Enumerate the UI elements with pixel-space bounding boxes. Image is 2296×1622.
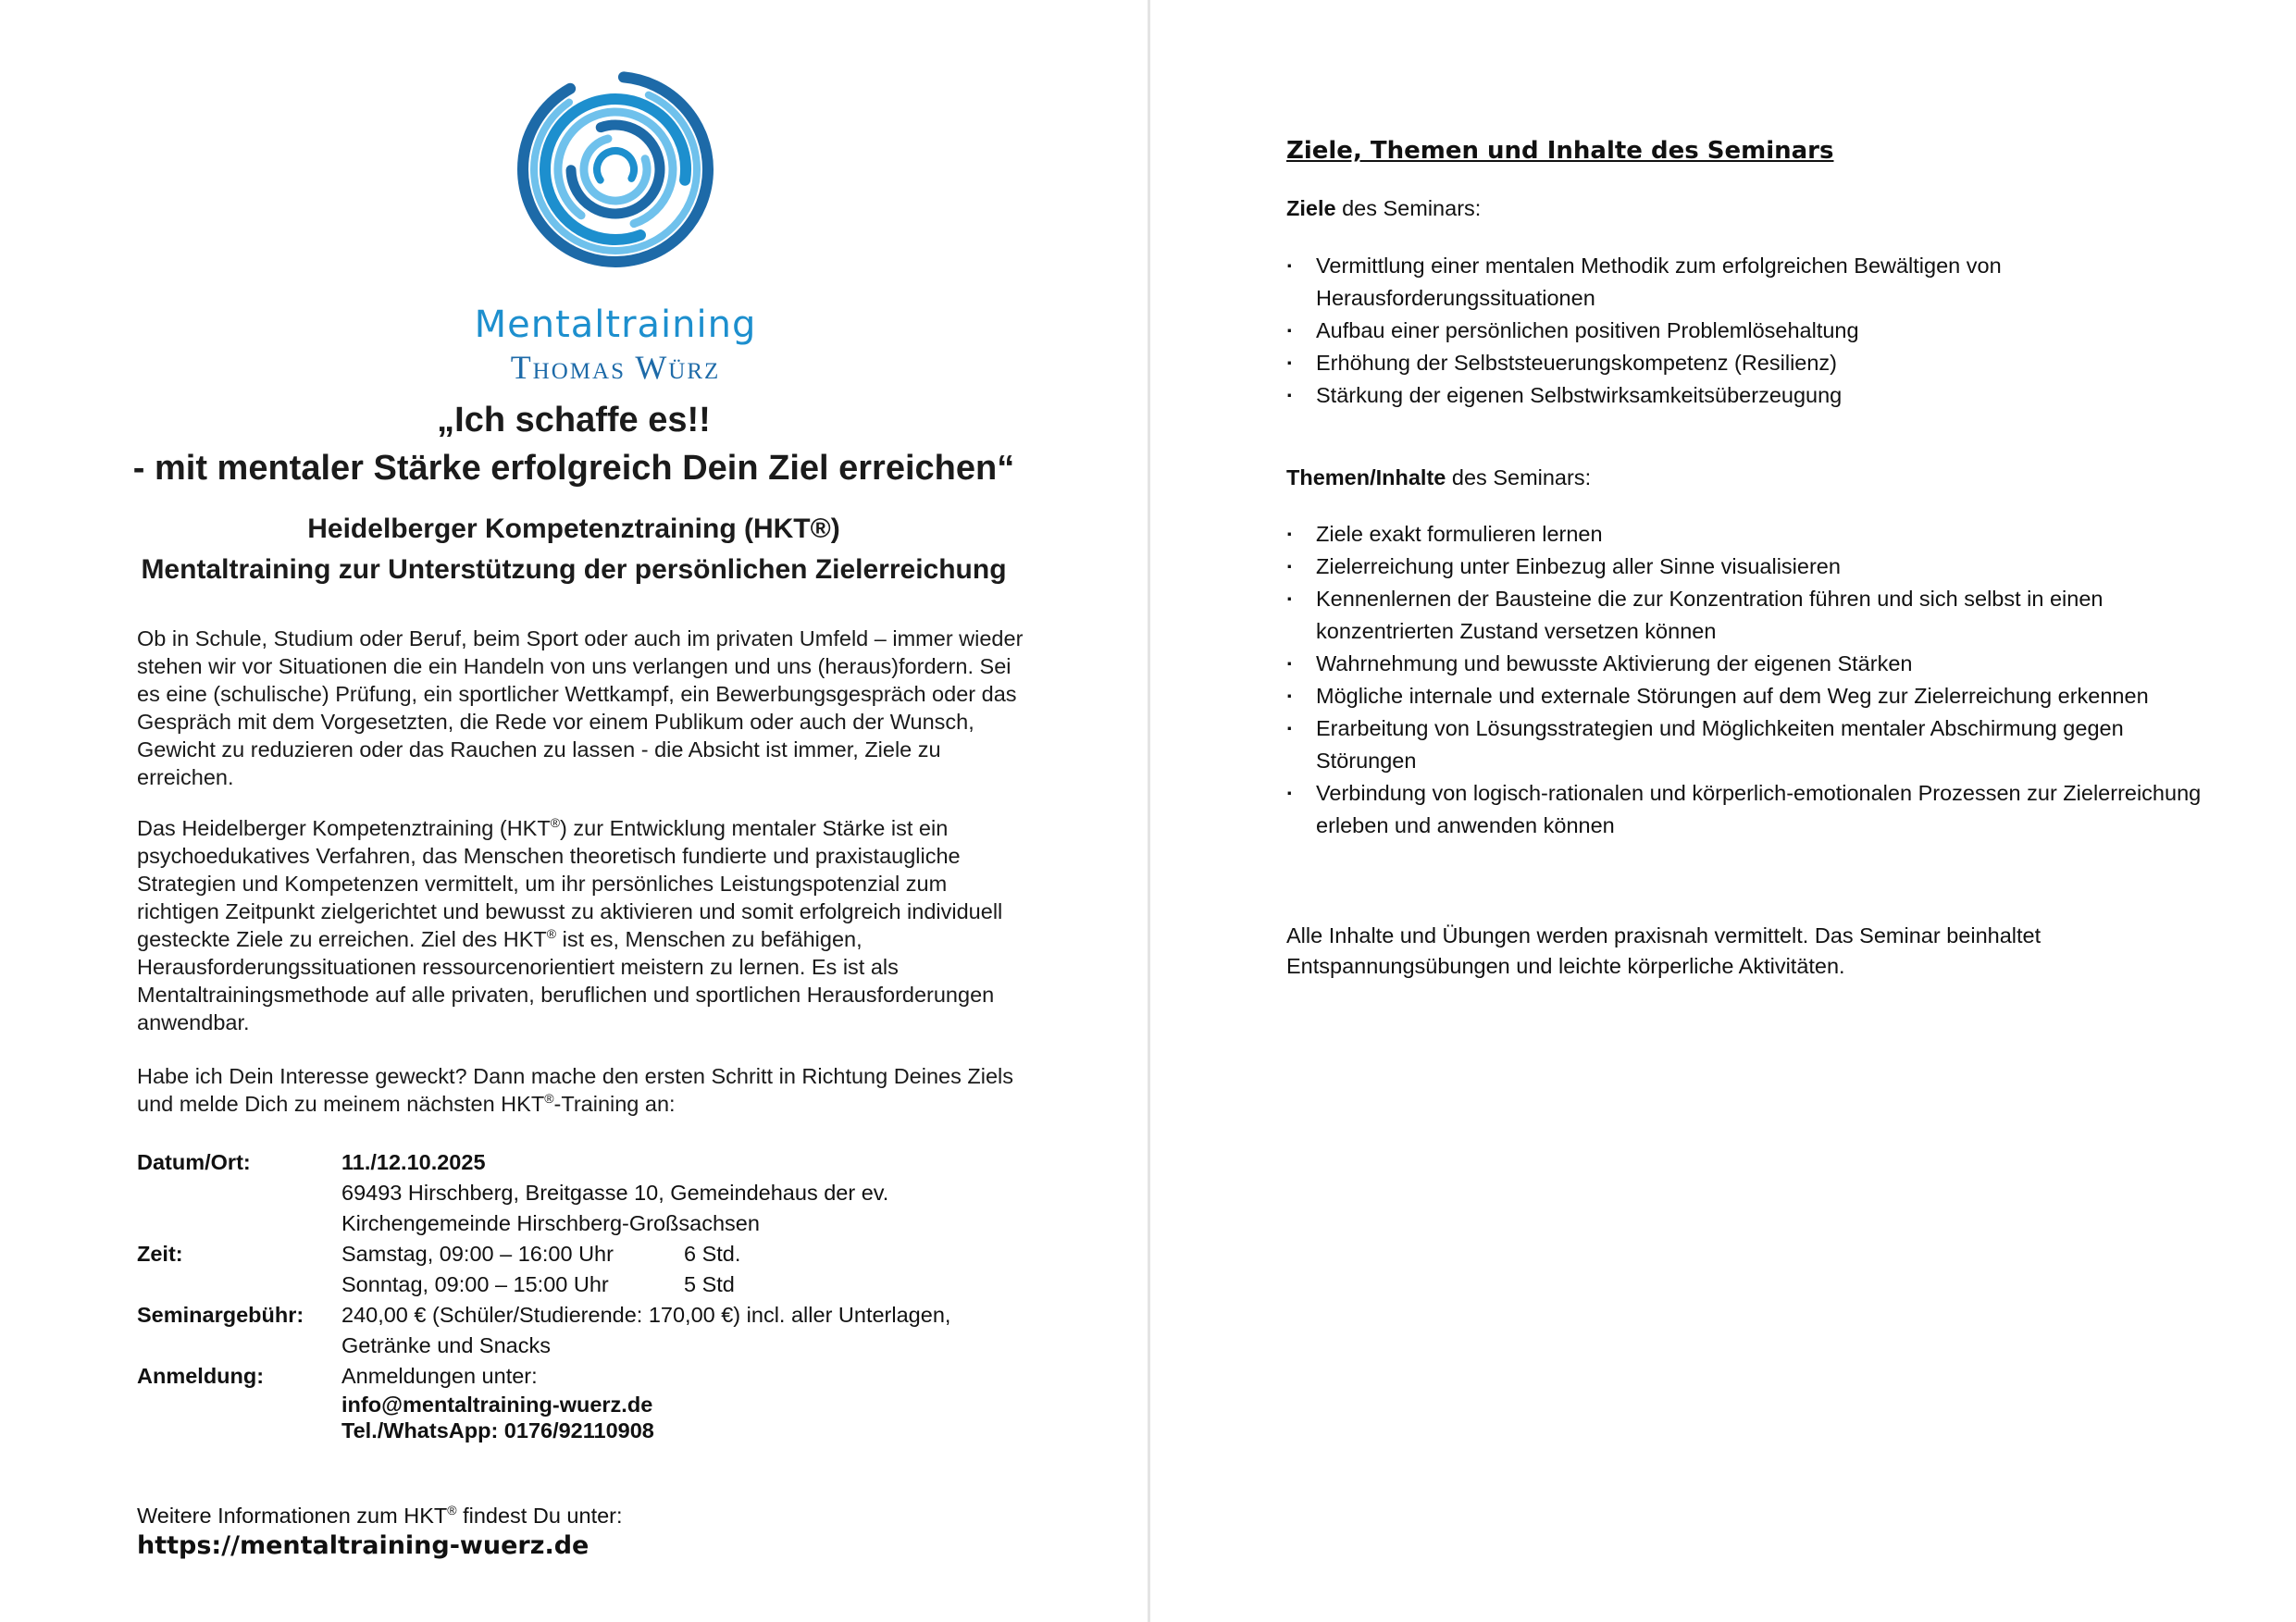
topic-item: · Mögliche internale und externale Störungen auf dem Weg zur Zielerreichung erkennen — [1286, 680, 2212, 712]
goal-item: · Stärkung der eigenen Selbstwirksamkeitsüberzeugung — [1286, 379, 2212, 412]
call-to-action-paragraph: Habe ich Dein Interesse geweckt? Dann mache den ersten Schritt in Richtung Deines Ziels und melde Dich zu meinem nächsten HKT®-Training an: — [137, 1064, 1014, 1116]
closing-paragraph: Alle Inhalte und Übungen werden praxisnah vermittelt. Das Seminar beinhaltet Entspannungsübungen und leichte körperliche Aktivitäten. — [1286, 923, 2042, 978]
website-link[interactable]: https://mentaltraining-wuerz.de — [137, 1531, 590, 1560]
registration-phone: Tel./WhatsApp: 0176/92110908 — [341, 1418, 654, 1442]
seminar-info — [137, 1147, 1044, 1443]
goals-list — [1286, 250, 2212, 412]
logo — [467, 56, 763, 386]
topics-heading: Themen/Inhalte des Seminars: — [1286, 465, 1592, 489]
hkt-paragraph: Das Heidelberger Kompetenztraining (HKT®) zur Entwicklung mentaler Stärke ist ein psychoedukatives Verfahren, das Menschen theoretisch fundierte und praxistaugliche Strategien und Kompetenzen vermittelt, um ihr persönliches Leistungspotenzial zum richtigen Zeitpunkt zielgerichtet und bewusst zu aktivieren und somit erfolgreich individuell gesteckte Ziele zu erreichen. Ziel des HKT® ist es, Menschen zu befähigen, Herausforderungssituationen ressourcenorientiert meistern zu lernen. Es ist als Mentaltrainingsmethode auf alle privaten, beruflichen und sportlichen Herausforderungen anwendbar. — [137, 815, 1003, 1034]
info-date: Datum/Ort: 11./12.10.2025 69493 Hirschberg, Breitgasse 10, Gemeindehaus der ev. Kirchengemeinde Hirschberg-Großsachsen — [137, 1150, 889, 1235]
topic-item: · Wahrnehmung und bewusste Aktivierung der eigenen Stärken — [1286, 648, 2212, 680]
subheadline-line2: Mentaltraining zur Unterstützung der persönlichen Zielerreichung — [141, 554, 1007, 585]
info-registration: Anmeldung: Anmeldungen unter: info@mentaltraining-wuerz.de Tel./WhatsApp: 0176/92110908 — [137, 1361, 1044, 1443]
headline — [111, 396, 1036, 492]
topic-item: · Erarbeitung von Lösungsstrategien und Möglichkeiten mentaler Abschirmung gegen Störungen — [1286, 712, 2212, 777]
spiral-logo-icon — [511, 65, 720, 274]
topics-list — [1286, 518, 2212, 842]
topic-item: · Kennenlernen der Bausteine die zur Konzentration führen und sich selbst in einen konzentrierten Zustand versetzen können — [1286, 583, 2212, 648]
registration-email-link[interactable]: info@mentaltraining-wuerz.de — [341, 1393, 653, 1417]
headline-line2: - mit mentaler Stärke erfolgreich Dein Ziel erreichen“ — [132, 449, 1015, 488]
info-fee: Seminargebühr: 240,00 € (Schüler/Studierende: 170,00 €) incl. aller Unterlagen, Getränke und Snacks — [137, 1303, 951, 1357]
goal-item: · Aufbau einer persönlichen positiven Problemlösehaltung — [1286, 315, 2212, 347]
logo-subtitle: Thomas Würz — [510, 349, 721, 386]
topic-item: · Ziele exakt formulieren lernen — [1286, 518, 2212, 551]
goal-item: · Vermittlung einer mentalen Methodik zum erfolgreichen Bewältigen von Herausforderungssituationen — [1286, 250, 2212, 315]
right-page-title: Ziele, Themen und Inhalte des Seminars — [1286, 137, 1834, 165]
footer-text: Weitere Informationen zum HKT® findest Du unter: — [137, 1503, 623, 1528]
topic-item: · Verbindung von logisch-rationalen und körperlich-emotionalen Prozessen zur Zielerreichung erleben und anwenden können — [1286, 777, 2212, 842]
subheadline-line1: Heidelberger Kompetenztraining (HKT®) — [307, 514, 840, 544]
headline-line1: „Ich schaffe es!! — [437, 401, 711, 440]
subheadline — [111, 509, 1036, 590]
goal-item: · Erhöhung der Selbststeuerungskompetenz (Resilienz) — [1286, 347, 2212, 379]
info-time: Zeit: Samstag, 09:00 – 16:00 Uhr 6 Std. Sonntag, 09:00 – 15:00 Uhr 5 Std — [137, 1242, 741, 1296]
logo-title: Mentaltraining — [474, 303, 757, 346]
topic-item: · Zielerreichung unter Einbezug aller Sinne visualisieren — [1286, 551, 2212, 583]
intro-paragraph: Ob in Schule, Studium oder Beruf, beim Sport oder auch im privaten Umfeld – immer wieder stehen wir vor Situationen die ein Handeln von uns verlangen und uns (heraus)fordern. Sei es eine (schulische) Prüfung, ein sportlicher Wettkampf, ein Bewerbungsgespräch oder das Gespräch mit dem Vorgesetzten, die Rede vor einem Publikum oder auch der Wunsch, Gewicht zu reduzieren oder das Rauchen zu lassen - die Absicht ist immer, Ziele zu erreichen. — [137, 626, 1024, 789]
goals-heading: Ziele des Seminars: — [1286, 196, 1482, 220]
